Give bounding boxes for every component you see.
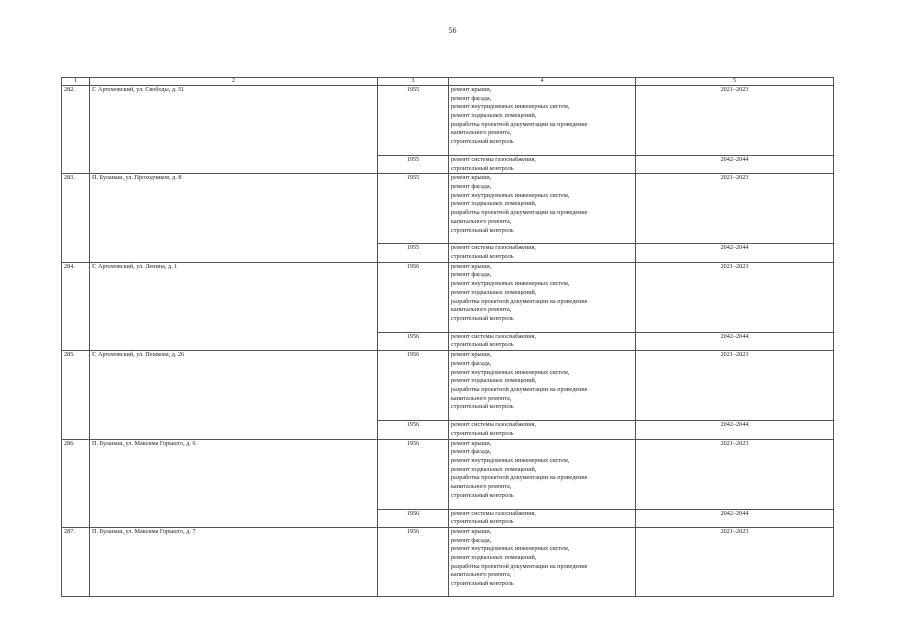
work-item: разработка проектной документации на проведение: [451, 209, 588, 217]
work-item: ремонт подвальных помещений,: [451, 200, 537, 208]
work-item: ремонт крыши,: [451, 174, 492, 182]
subrow-period: 2042–2044: [636, 156, 834, 174]
work-item: капитального ремонта,: [451, 394, 512, 402]
work-item: капитального ремонта,: [451, 571, 512, 579]
subrow-year: 1955: [378, 156, 449, 174]
row-address: П. Буланаш, ул. Максима Горького, д. 6: [90, 439, 378, 527]
header-cell-2: 2: [90, 78, 378, 86]
row-year: 1956: [378, 527, 449, 596]
subrow-year: 1956: [378, 509, 449, 527]
row-year: 1956: [378, 439, 449, 509]
row-works: [449, 527, 636, 596]
row-period: 2021–2023: [636, 174, 834, 244]
subrow-year: 1955: [378, 244, 449, 262]
work-item: ремонт фасада,: [451, 271, 492, 279]
work-item: ремонт подвальных помещений,: [451, 288, 537, 296]
work-item: ремонт внутридомовых инженерных систем,: [451, 545, 570, 553]
work-item: ремонт внутридомовых инженерных систем,: [451, 191, 570, 199]
subrow-works: [449, 156, 636, 174]
work-item: ремонт внутридомовых инженерных систем,: [451, 368, 570, 376]
work-item: капитального ремонта,: [451, 482, 512, 490]
work-item: ремонт системы газоснабжения,: [451, 332, 536, 340]
subrow-works: [449, 332, 636, 350]
work-item: ремонт системы газоснабжения,: [451, 421, 536, 429]
row-works: [449, 439, 636, 509]
work-item: капитального ремонта,: [451, 217, 512, 225]
work-item: ремонт системы газоснабжения,: [451, 509, 536, 517]
table-row: [62, 351, 834, 421]
row-works: [449, 351, 636, 421]
repair-schedule-table: [61, 77, 834, 597]
work-item: ремонт крыши,: [451, 527, 492, 535]
work-item: строительный контроль: [451, 491, 514, 499]
table-row: [62, 439, 834, 509]
row-address: П. Буланаш, ул. Максима Горького, д. 7: [90, 527, 378, 596]
row-works: [449, 262, 636, 332]
subrow-period: 2042–2044: [636, 332, 834, 350]
subrow-works: [449, 421, 636, 439]
work-item: ремонт системы газоснабжения,: [451, 244, 536, 252]
row-number: 286.: [62, 439, 90, 527]
work-item: ремонт фасада,: [451, 94, 492, 102]
header-cell-3: 3: [378, 78, 449, 86]
row-number: 287.: [62, 527, 90, 596]
subrow-period: 2042–2044: [636, 509, 834, 527]
row-number: 285.: [62, 351, 90, 439]
row-works: [449, 86, 636, 156]
row-period: 2021–2023: [636, 351, 834, 421]
row-year: 1955: [378, 86, 449, 156]
work-item: капитального ремонта,: [451, 129, 512, 137]
row-number: 282.: [62, 86, 90, 174]
row-period: 2021–2023: [636, 527, 834, 596]
work-item: ремонт крыши,: [451, 351, 492, 359]
row-year: 1956: [378, 351, 449, 421]
subrow-year: 1956: [378, 421, 449, 439]
row-works: [449, 174, 636, 244]
page-number: 56: [448, 26, 457, 35]
row-address: Г. Артемовский, ул. Пешкова, д. 26: [90, 351, 378, 439]
table-row: [62, 86, 834, 156]
work-item: строительный контроль: [451, 580, 514, 587]
header-cell-4: 4: [449, 78, 636, 86]
subrow-year: 1956: [378, 332, 449, 350]
work-item: ремонт крыши,: [451, 262, 492, 270]
row-number: 284.: [62, 262, 90, 350]
work-item: ремонт внутридомовых инженерных систем,: [451, 280, 570, 288]
work-item: ремонт подвальных помещений,: [451, 553, 537, 561]
table-body: [62, 78, 834, 597]
table-row: [62, 262, 834, 332]
work-item: строительный контроль: [451, 253, 514, 261]
row-address: Г. Артемовский, ул. Свободы, д. 51: [90, 86, 378, 174]
row-address: Г. Артемовский, ул. Ленина, д. 1: [90, 262, 378, 350]
work-item: строительный контроль: [451, 164, 514, 172]
row-period: 2021–2023: [636, 86, 834, 156]
header-row: [62, 78, 834, 86]
work-item: ремонт фасада,: [451, 448, 492, 456]
work-item: разработка проектной документации на проведение: [451, 385, 588, 393]
work-item: ремонт фасада,: [451, 359, 492, 367]
work-item: строительный контроль: [451, 341, 514, 349]
subrow-period: 2042–2044: [636, 421, 834, 439]
work-item: капитального ремонта,: [451, 306, 512, 314]
work-item: ремонт внутридомовых инженерных систем,: [451, 456, 570, 464]
row-year: 1955: [378, 174, 449, 244]
work-item: строительный контроль: [451, 518, 514, 526]
work-item: разработка проектной документации на проведение: [451, 297, 588, 305]
subrow-works: [449, 244, 636, 262]
row-number: 283.: [62, 174, 90, 262]
work-item: ремонт подвальных помещений,: [451, 112, 537, 120]
row-address: П. Буланаш, ул. Проходчиков, д. 8: [90, 174, 378, 262]
work-item: ремонт крыши,: [451, 439, 492, 447]
subrow-period: 2042–2044: [636, 244, 834, 262]
work-item: ремонт крыши,: [451, 86, 492, 93]
row-year: 1956: [378, 262, 449, 332]
row-period: 2021–2023: [636, 262, 834, 332]
work-item: ремонт подвальных помещений,: [451, 465, 537, 473]
work-item: строительный контроль: [451, 138, 514, 146]
work-item: ремонт подвальных помещений,: [451, 377, 537, 385]
work-item: ремонт внутридомовых инженерных систем,: [451, 103, 570, 111]
work-item: разработка проектной документации на проведение: [451, 120, 588, 128]
work-item: ремонт фасада,: [451, 536, 492, 544]
header-cell-5: 5: [636, 78, 834, 86]
work-item: разработка проектной документации на проведение: [451, 562, 588, 570]
subrow-works: [449, 509, 636, 527]
row-period: 2021–2023: [636, 439, 834, 509]
work-item: строительный контроль: [451, 403, 514, 411]
table-row: [62, 527, 834, 596]
work-item: строительный контроль: [451, 429, 514, 437]
work-item: строительный контроль: [451, 314, 514, 322]
work-item: ремонт системы газоснабжения,: [451, 156, 536, 163]
work-item: разработка проектной документации на проведение: [451, 474, 588, 482]
table-row: [62, 174, 834, 244]
header-cell-1: 1: [62, 78, 90, 86]
work-item: ремонт фасада,: [451, 183, 492, 191]
work-item: строительный контроль: [451, 226, 514, 234]
